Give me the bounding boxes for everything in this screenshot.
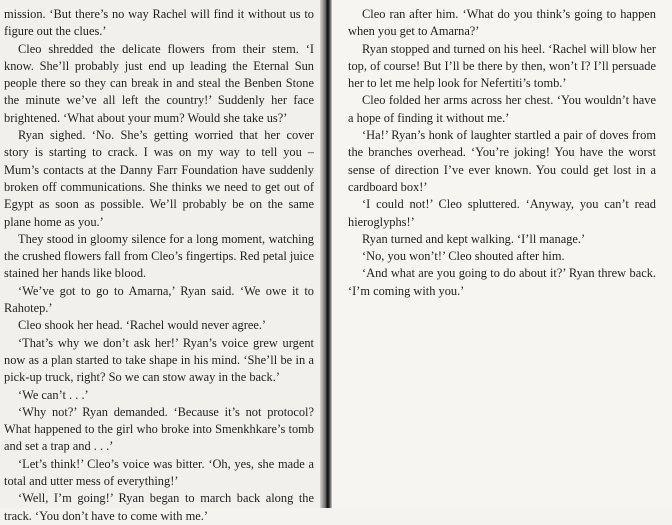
left-text-column [4, 6, 314, 525]
paragraph: Ryan stopped and turned on his heel. ‘Rachel will blow her top, of course! But I’ll be there by then, won’t I? I’ll persuade her to let me help look for Nefertiti’s tomb.’ [348, 41, 656, 91]
paragraph: Cleo shook her head. ‘Rachel would never agree.’ [18, 318, 267, 333]
paragraph: ‘No, you won’t!’ Cleo shouted after him. [362, 249, 565, 264]
paragraph: ‘I could not!’ Cleo spluttered. ‘Anyway, you can’t read hieroglyphs!’ [348, 197, 656, 229]
left-page [0, 0, 326, 523]
paragraph: ‘We’ve got to go to Amarna,’ Ryan said. ‘We owe it to Rahotep.’ [4, 283, 314, 316]
right-page [332, 0, 672, 508]
paragraph: ‘Let’s think!’ Cleo’s voice was bitter. ‘Oh, yes, she made a total and utter mess of everything!’ [4, 456, 314, 489]
right-text-column [348, 6, 656, 300]
book-gutter [320, 0, 332, 508]
paragraph: Cleo ran after him. ‘What do you think’s going to happen when you get to Amarna?’ [348, 7, 656, 39]
paragraph: Cleo folded her arms across her chest. ‘You wouldn’t have a hope of finding it without me.’ [348, 93, 656, 125]
paragraph: ‘That’s why we don’t ask her!’ Ryan’s voice grew urgent now as a plan started to take shape in his mind. ‘She’ll be in a pick-up truck, right? So we can stow away in the back.’ [4, 335, 314, 385]
paragraph: They stood in gloomy silence for a long moment, watching the crushed flowers fall from Cleo’s fingertips. Red petal juice stained her hands like blood. [4, 231, 314, 281]
paragraph: ‘And what are you going to do about it?’ Ryan threw back. ‘I’m coming with you.’ [348, 266, 656, 298]
paragraph: ‘Well, I’m going!’ Ryan began to march back along the track. ‘You don’t have to come with me.’ [4, 491, 314, 523]
paragraph: ‘We can’t . . .’ [18, 387, 89, 402]
paragraph: ‘Ha!’ Ryan’s honk of laughter startled a pair of doves from the branches overhead. ‘You’re joking! You have the worst sense of direction I’ve ever known. You could get lost in a cardboard box!’ [348, 128, 656, 194]
paragraph: mission. ‘But there’s no way Rachel will find it without us to figure out the clues.’ [4, 7, 314, 39]
paragraph: ‘Why not?’ Ryan demanded. ‘Because it’s not protocol? What happened to the girl who broke into Smenkhkare’s tomb and set a trap and . . .’ [4, 404, 314, 454]
paragraph: Ryan sighed. ‘No. She’s getting worried that her cover story is starting to crack. I was on my way to tell you – Mum’s contacts at the Danny Farr Foundation have suddenly broken off communications. She thinks we need to get out of Egypt as soon as possible. We’ll probably be on the same plane home as you.’ [4, 128, 314, 229]
paragraph: Cleo shredded the delicate flowers from their stem. ‘I know. She’ll probably just end up leading the Eternal Sun people there so they can break in and steal the Benben Stone the minute we’ve all left the country!’ Suddenly her face brightened. ‘What about your mum? Would she take us?’ [4, 41, 314, 125]
paragraph: Ryan turned and kept walking. ‘I’ll manage.’ [362, 231, 586, 246]
